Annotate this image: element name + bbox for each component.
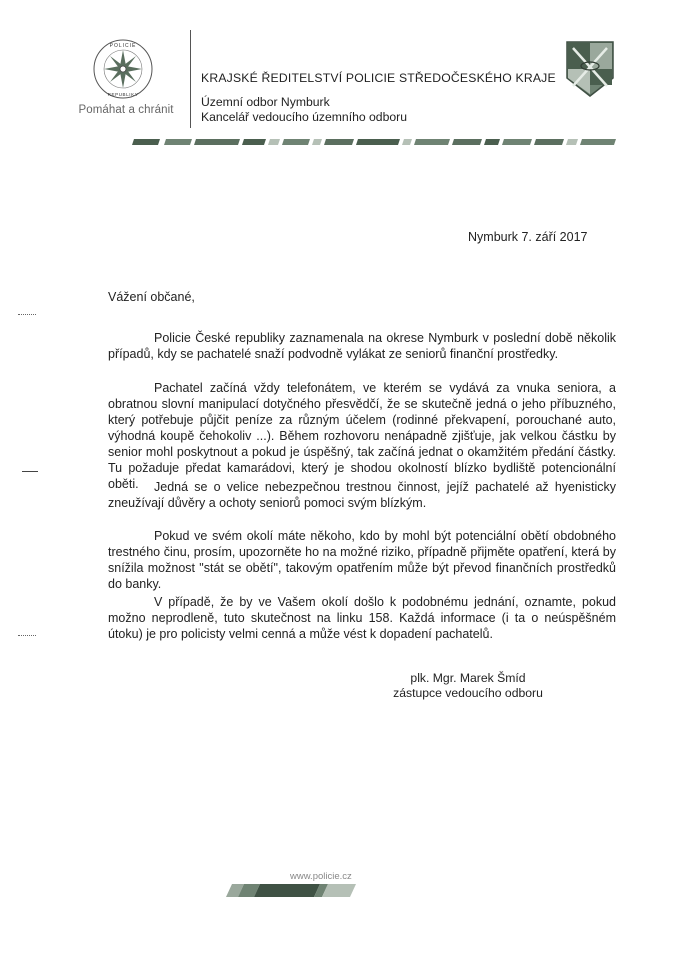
salutation: Vážení občané, [108, 290, 195, 304]
footer-stripe [226, 884, 356, 897]
fold-mark [18, 314, 36, 316]
letter-paragraph [108, 528, 616, 592]
slogan: Pomáhat a chránit [78, 104, 174, 116]
header-divider [190, 30, 191, 128]
website-link[interactable]: www.policie.cz [290, 871, 352, 882]
signature-name: plk. Mgr. Marek Šmíd [410, 671, 526, 685]
regional-crest-icon [565, 40, 615, 98]
paragraph-text: Pachatel začíná vždy telefonátem, ve kterém se vydává za vnuka seniora, a obratnou slovní manipulací dotyčného přesvědčí, že se skutečně jedná o jeho příbuzného, který potřebuje půjčit peníze za různým účelem (rodinné překvapení, porouchané auto, výhodná koupě čehokoliv ...). Během rozhovoru nenápadně zjišťuje, jak velkou částku by senior mohl poskytnout a pokud je úspěšný, tak začíná jednat o okamžitém předání částky. Tu požaduje předat kamarádovi, který je shodou okolností blízko bydliště potencionální oběti. [108, 381, 616, 491]
paragraph-text: V případě, že by ve Vašem okolí došlo k podobnému jednání, oznamte, pokud možno neprodleně, tuto skutečnost na linku 158. Každá informace (i ta o neúspěšném útoku) je pro policisty velmi cenná a může vést k dopadení pachatelů. [108, 595, 616, 641]
svg-text:POLICIE: POLICIE [109, 43, 137, 49]
paragraph-text: Jedná se o velice nebezpečnou trestnou činnost, jejíž pachatelé až hyenisticky zneužívají důvěry a ochoty seniorů pomoci svým blízkým. [108, 480, 616, 510]
paragraph-text: Pokud ve svém okolí máte někoho, kdo by mohl být potenciální obětí obdobného trestného činu, prosím, upozorněte ho na možné riziko, případně přijměte opatření, která by snížila možnost "stát se obětí", takovým opatřením může být převod finančních prostředků do banky. [108, 529, 616, 591]
place-and-date: Nymburk 7. září 2017 [468, 230, 588, 244]
office-name: Kancelář vedoucího územního odboru [201, 110, 407, 124]
letter-paragraph [108, 330, 616, 362]
department-name: Územní odbor Nymburk [201, 95, 330, 109]
letter-paragraph [108, 380, 616, 492]
signature-role: zástupce vedoucího odboru [393, 686, 543, 700]
fold-mark [22, 471, 38, 472]
letter-paragraph [108, 479, 616, 511]
svg-text:REPUBLIKY: REPUBLIKY [107, 92, 139, 97]
organization-name: KRAJSKÉ ŘEDITELSTVÍ POLICIE STŘEDOČESKÉHO KRAJE [201, 71, 556, 85]
police-star-logo [92, 38, 154, 100]
header-stripe [132, 139, 616, 145]
fold-mark [18, 635, 36, 637]
paragraph-text: Policie České republiky zaznamenala na okrese Nymburk v poslední době několik případů, kdy se pachatelé snaží podvodně vylákat ze seniorů finanční prostředky. [108, 331, 616, 361]
letter-paragraph [108, 594, 616, 642]
